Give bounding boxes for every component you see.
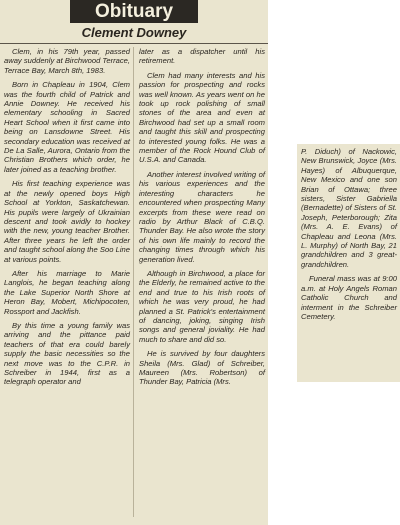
- newspaper-clipping-continuation: [297, 144, 400, 382]
- paragraph: P. Diduch) of Nackowic, New Brunswick, Joyce (Mrs. Hayes) of Albuquerque, New Mexico and one son Brian of Ottawa; three sisters, Sister Gabriella (Bernadette) of Sisters of St. Joseph, Peterborough; Zita (Mrs. A. E. Evans) of Chapleau and Leona (Mrs. L. Murphy) of North Bay, 21 grandchildren and 3 great-grandchildren.: [301, 147, 397, 269]
- text-column-3: [301, 147, 397, 326]
- paragraph: Clem had many interests and his passion for prospecting and rocks was well known. As years went on he took up rock polishing of small stones of the area and even at Birchwood had set up a small room and taught this skill and prospecting to interested young folks. He was a member of the Rock Hound Club of U.S.A. and Canada.: [139, 70, 265, 165]
- text-column-1: [4, 47, 130, 392]
- paragraph: Clem, in his 79th year, passed away suddenly at Birchwood Terrace, Terrace Bay, March 8th, 1983.: [4, 47, 130, 75]
- paragraph: Born in Chapleau in 1904, Clem was the fourth child of Patrick and Annie Downey. He received his elementary schooling in Sacred Heart School when it first came into being on Lansdowne Street. His secondary education was received at De La Salle, Aurora, Ontario from the Christian Brothers which order, he later joined as a teaching brother.: [4, 80, 130, 174]
- text-column-2: [139, 47, 265, 392]
- paragraph: Another interest involved writing of his various experiences and the interesting characters he encountered when prospecting Many excerpts from these were read on radio by Arthur Black of C.B.Q. Thunder Bay. He also wrote the story of his own life mainly to record the changing times through which his generation lived.: [139, 169, 265, 264]
- column-divider: [133, 47, 134, 517]
- page-title: Obituary: [70, 0, 198, 23]
- header-divider: [0, 43, 268, 44]
- paragraph: later as a dispatcher until his retirement.: [139, 47, 265, 66]
- paragraph: After his marriage to Marie Langlois, he began teaching along the Lake Superior North Shore at Heron Bay, Mobert, Michipocoten, Rossport and Jackfish.: [4, 268, 130, 316]
- paragraph: Although in Birchwood, a place for the Elderly, he remained active to the end and true to his Irish roots of which he was very proud, he had planned a St. Patrick's entertainment of dancing, joking, singing Irish songs and general joviality. He had much to share and did so.: [139, 268, 265, 344]
- paragraph: By this time a young family was arriving and the pittance paid teachers of that era could barely supply the basic necessities so the next move was to the C.P.R. in Schreiber in 1944, first as a telegraph operator and: [4, 320, 130, 387]
- paragraph: He is survived by four daughters Sheila (Mrs. Glad) of Schreiber, Maureen (Mrs. Robertson) of Thunder Bay, Patricia (Mrs.: [139, 349, 265, 387]
- deceased-name: Clement Downey: [81, 25, 187, 40]
- paragraph: His first teaching experience was at the newly opened boys High School at Yorkton, Saskatchewan. His pupils were largely of Ukrainian descent and took avidly to hockey with the new, young teacher Brother. After three years he left the order and taught school along the Soo Line at various points.: [4, 179, 130, 264]
- paragraph: Funeral mass was at 9:00 a.m. at Holy Angels Roman Catholic Church and interment in the Schreiber Cemetery.: [301, 274, 397, 321]
- header: [0, 0, 268, 27]
